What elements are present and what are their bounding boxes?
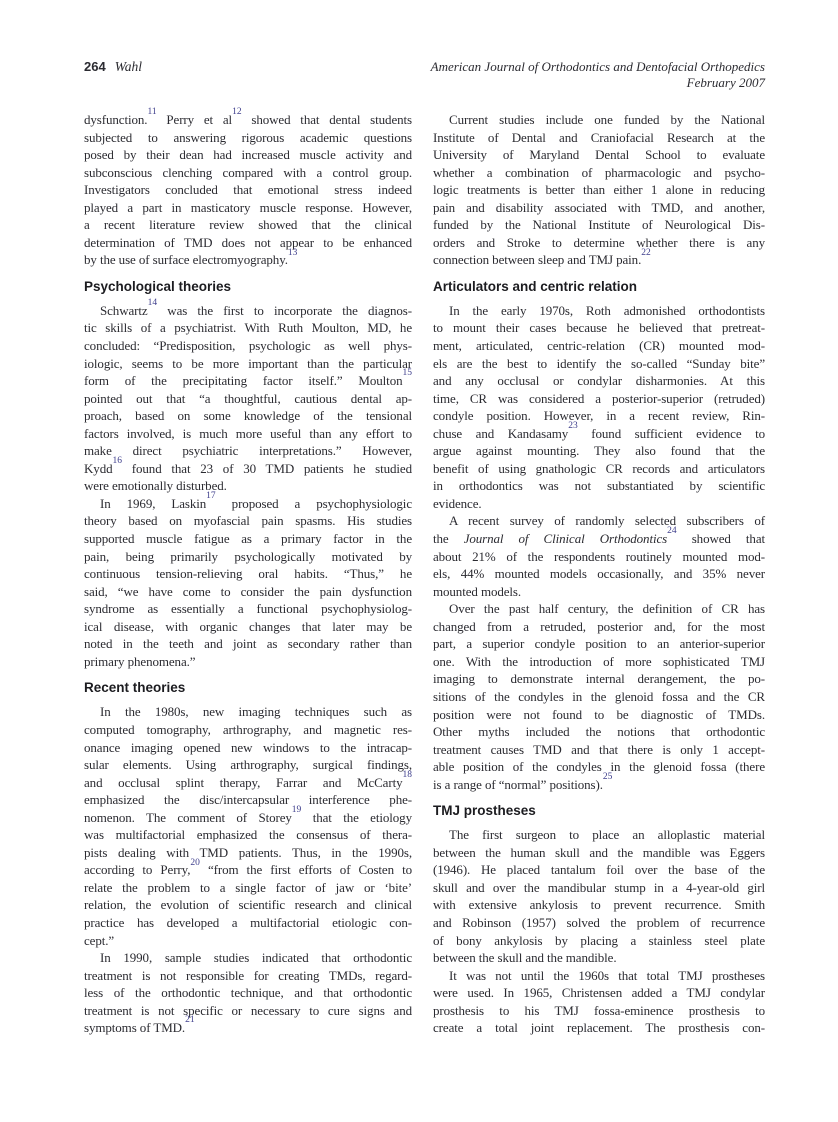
text-line: sitions of the condyles in the glenoid fossa and the CR [433,688,765,704]
text-line: position were not found to be diagnostic of TMDs. [433,706,765,722]
text-line: pointed out that “a thoughtful, cautious dental ap- [84,390,412,406]
text-line: syndrome as essentially a functional psychophysiolog- [84,601,412,617]
citation-ref[interactable]: 21 [185,1015,195,1026]
text-line: were used. In 1965, Christensen added a TMJ condylar [433,985,765,1001]
paragraph [433,600,765,793]
text-line: according to Perry,$^{20}$ “from the first efforts of Costen to [84,857,412,878]
citation-ref[interactable]: 22 [641,247,651,258]
text-line: is a range of “normal” positions).$^{25}$ [433,771,613,792]
text-line: mounted models. [433,583,522,599]
citation-ref[interactable]: 24 [667,526,677,537]
text-line: In 1990, sample studies indicated that orthodontic [100,950,412,966]
text-line: In the 1980s, new imaging techniques such as [100,704,412,720]
paragraph [433,967,765,1037]
text-line: orders and Stroke to determine whether there is any [433,234,765,250]
issue-date: February 2007 [686,74,765,90]
text-line: form of the precipitating factor itself.” Moulton$^{15}$ [84,368,412,389]
page-number: 264 [84,59,106,74]
text-line: noted in the teeth and joint as secondary rather than [84,636,412,652]
text-line: were emotionally disturbed. [84,478,227,494]
paragraph [433,512,765,600]
citation-ref[interactable]: 17 [206,491,216,502]
text-line: chuse and Kandasamy$^{23}$ found sufficient evidence to [433,420,766,441]
citation-ref[interactable]: 23 [568,420,578,431]
text-line: treatment is not specific or necessary to cure signs and [84,1002,412,1018]
text-line: Current studies include one funded by the National [449,112,765,127]
paragraph [84,107,412,269]
text-line: proach, based on some knowledge of the tensional [84,408,412,424]
citation-ref[interactable]: 18 [402,769,412,780]
section-heading: Psychological theories [84,278,232,294]
text-line: practice has developed a multifactorial etiologic con- [84,914,412,930]
text-line: the Journal of Clinical Orthodontics$^{24}$ showed that [433,526,766,547]
text-line: prosthesis to his TMJ fossa-eminence prosthesis to [433,1002,765,1018]
text-line: said, “we have come to consider the pain dysfunction [84,583,412,599]
text-line: connection between sleep and TMJ pain.$^{22}$ [433,247,651,268]
text-line: funded by the National Institute of Neurological Dis- [433,217,765,233]
text-line: and any occlusal or condylar disharmonies. At this [433,373,765,389]
text-line: subjected to answering rigorous academic questions [84,129,412,145]
text-line: posed by their dean had increased muscle activity and [84,147,412,163]
text-line: Over the past half century, the definition of CR has [449,601,765,617]
text-line: Other myths included the notions that orthodontic [433,724,765,740]
text-line: imaging to demonstrate internal derangement, the po- [433,671,765,687]
section-heading: Articulators and centric relation [433,278,638,294]
text-line: sular elements. Using arthrography, surgical findings, [84,757,412,773]
text-line: argue against mounting. They also found that the [433,443,765,459]
text-line: treatment causes TMD and that there is only 1 accept- [433,741,765,757]
text-line: Schwartz$^{14}$ was the first to incorporate the diagnos- [100,298,412,318]
text-line: nomenon. The comment of Storey$^{19}$ that the etiology [84,804,412,825]
text-line: University of Maryland Dental School to evaluate [433,147,765,163]
citation-ref[interactable]: 20 [190,857,200,868]
text-line: primary phenomena.” [84,653,196,669]
text-line: Institute of Dental and Craniofacial Research at the [433,129,765,145]
text-line: (1946). He placed tantalum foil over the base of the [433,862,765,878]
paragraph [84,949,412,1037]
citation-ref[interactable]: 15 [402,368,412,379]
text-line: In the early 1970s, Roth admonished orthodontists [449,302,765,318]
paragraph [84,491,412,670]
text-line: and Robinson (1957) solved the problem of recurrence [433,914,765,930]
text-line: factors involved, is much more useful than any effort to [84,425,412,441]
text-line: skull and over the mandibular stump in a 4-year-old girl [433,879,765,895]
text-line: part, a superior condyle position to an anterior-superior [433,636,765,652]
text-line: changed from a retruded, posterior and, for the most [433,618,765,634]
text-line: It was not until the 1960s that total TMJ prostheses [449,967,765,983]
text-line: emphasized the disc/intercapsular interference phe- [84,792,412,808]
text-line: time, CR was considered a posterior-superior (retruded) [433,390,765,406]
citation-ref[interactable]: 16 [112,456,122,467]
running-header [84,59,765,90]
text-line: theory based on myofascial pain spasms. His studies [84,513,412,529]
citation-ref[interactable]: 14 [147,298,158,309]
text-line: ment, articulated, centric-relation (CR) mounted mod- [433,338,765,354]
text-line: benefit of using gnathologic CR records and articulators [433,460,765,476]
text-line: treatment is not responsible for creating TMDs, regard- [84,967,412,983]
section-heading: Recent theories [84,680,186,696]
running-head-left [84,59,142,75]
citation-ref[interactable]: 19 [291,804,302,815]
text-line: about 21% of the respondents routinely mounted mod- [433,548,765,564]
text-line: continuous tension-relieving oral habits. “Thus,” he [84,566,412,582]
text-line: condyle position. However, in a recent review, Rin- [433,408,765,424]
text-line: whether a combination of pharmacologic and psycho- [433,164,765,180]
text-line: subconscious clenching compared with a control group. [84,164,412,180]
paragraph [84,703,412,949]
right-column [433,111,765,1037]
text-line: Kydd$^{16}$ found that 23 of 30 TMD patients he studied [84,456,412,476]
text-line: played a part in masticatory muscle response. However, [84,199,412,215]
text-line: make direct psychiatric interpretations.” However, [84,443,412,459]
text-line: Investigators concluded that emotional stress indeed [84,182,412,198]
text-line: onance imaging opened new windows to the intracap- [84,739,412,755]
paragraph [84,298,412,495]
paragraph [433,302,765,513]
running-head-author: Wahl [114,59,142,74]
text-line: pain and disability associated with TMD, and another, [433,199,765,215]
text-line: a recent literature review showed that the clinical [84,217,412,233]
text-line: logic treatments is better than either 1 alone in reducing [433,182,765,198]
citation-ref[interactable]: 12 [232,107,242,118]
text-line: evidence. [433,495,482,511]
journal-title: American Journal of Orthodontics and Dentofacial Orthopedics [430,59,765,74]
text-line: of bony ankylosis by placing a stainless steel plate [433,932,765,948]
text-line: symptoms of TMD.$^{21}$ [84,1015,195,1036]
left-column [84,107,412,1037]
article-body [84,107,766,1037]
section-heading: TMJ prostheses [433,803,536,819]
text-line: concluded: “Predisposition, psychologic as well phys- [84,338,412,354]
text-line: create a total joint replacement. The prosthesis con- [433,1020,765,1036]
text-line: ical disease, with organic changes that later may be [84,618,412,634]
text-line: tic skills of a psychiatrist. With Ruth Moulton, MD, he [84,320,412,336]
text-line: els are the best to identify the so-called “Sunday bite” [433,355,765,371]
text-line: to mount their cases because he believed that pretreat- [433,320,765,336]
text-line: one. With the introduction of more sophisticated TMJ [433,653,765,669]
text-line: dysfunction.$^{11}$ Perry et al$^{12}$ showed that dental students [84,107,412,127]
text-line: pain, being primarily psychologically motivated by [84,548,412,564]
text-line: The first surgeon to place an alloplastic material [449,827,765,843]
paragraph [433,826,765,966]
text-line: pists dealing with TMD patients. Thus, in the 1990s, [84,844,412,860]
text-line: computed tomography, arthrography, and magnetic res- [84,721,412,737]
text-line: els, 44% mounted models occasionally, and 35% never [433,566,765,582]
text-line: iologic, seems to be more important than the particular [84,355,412,371]
running-head-right [431,59,765,90]
text-line: In 1969, Laskin$^{17}$ proposed a psychophysiologic [100,491,412,511]
text-line: relation, the evolution of scientific research and clinical [84,897,412,913]
citation-ref[interactable]: 11 [147,107,157,118]
text-line: with extensive ankylosis to prevent recurrence. Smith [433,897,765,913]
paragraph [433,111,765,269]
text-line: cept.” [84,932,115,948]
text-line: A recent survey of randomly selected subscribers of [449,513,765,529]
text-line: supported muscle fatigue as a primary factor in the [84,531,412,547]
text-line: and occlusal splint therapy, Farrar and McCarty$^{18}$ [84,769,412,790]
text-line: in orthodontics was not substantiated by scientific [433,478,765,494]
citation-ref[interactable]: 13 [287,247,298,258]
text-line: between the skull and the mandible. [433,950,617,966]
citation-ref[interactable]: 25 [602,771,613,782]
text-line: relate the problem to a single factor of jaw or ‘bite’ [84,879,412,895]
text-line: was multifactorial emphasized the consensus of thera- [84,827,412,843]
text-line: less of the orthodontic technique, and that orthodontic [84,985,412,1001]
text-line: able position of the condyles in the glenoid fossa (there [433,759,765,775]
text-line: by the use of surface electromyography.$^{13}$ [84,247,298,268]
text-line: determination of TMD does not appear to be enhanced [84,234,412,250]
text-line: between the human skull and the mandible was Eggers [433,844,765,860]
journal-title-italic: Journal of Clinical Orthodontics [463,531,668,547]
